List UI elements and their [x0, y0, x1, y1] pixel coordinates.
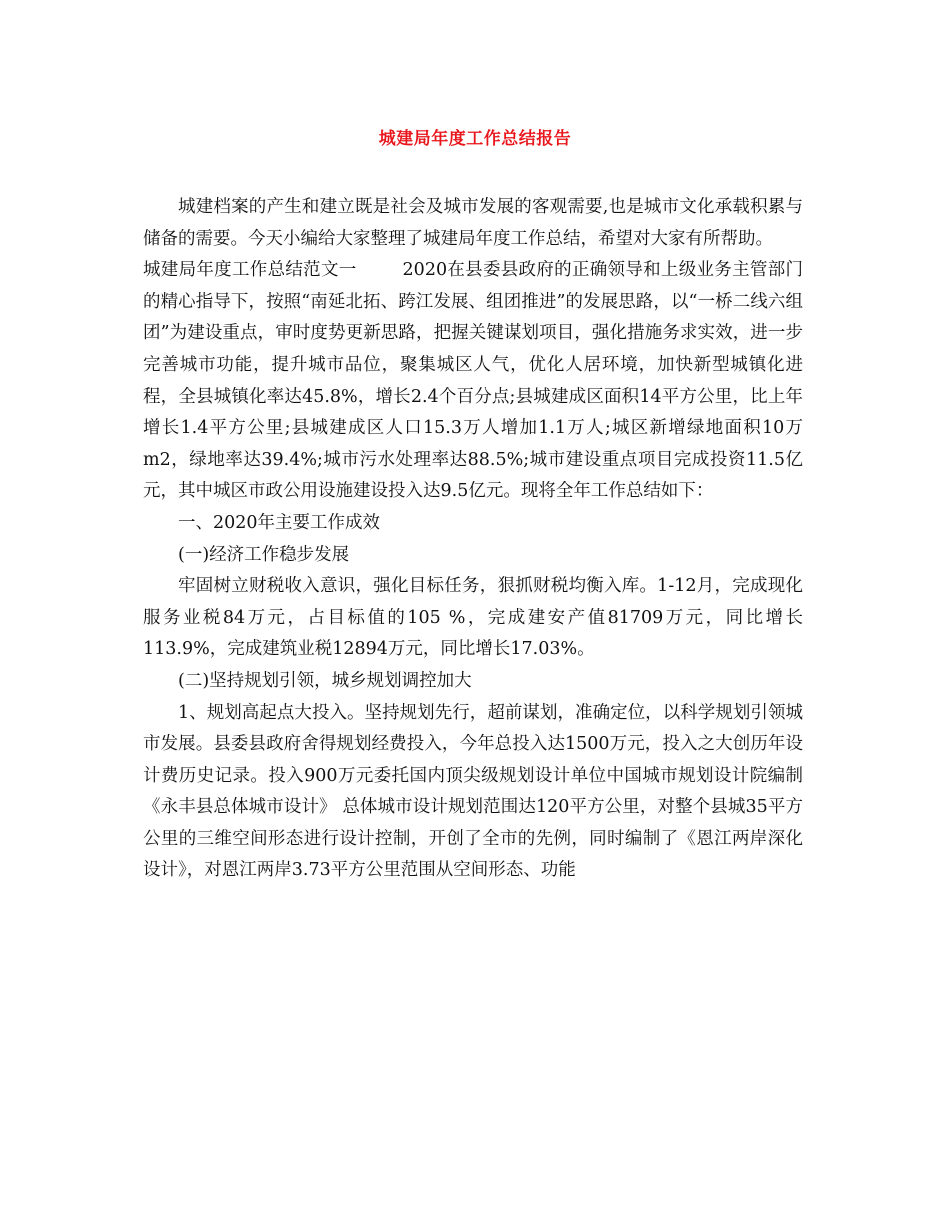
subsection-heading-2: (二)坚持规划引领，城乡规划调控加大 — [178, 670, 472, 691]
paragraph-sample-one — [143, 255, 803, 508]
section-heading-1: 一、2020年主要工作成效 — [178, 512, 381, 533]
sample-heading: 城建局年度工作总结范文一 — [143, 260, 357, 281]
sample-body: 2020在县委县政府的正确领导和上级业务主管部门的精心指导下，按照“南延北拓、跨江发展、组团推进”的发展思路，以“一桥二线六组团”为建设重点，审时度势更新思路，把握关键谋划项目，强化措施务求实效，进一步完善城市功能，提升城市品位，聚集城区人气，优化人居环境，加快新型城镇化进程，全县城镇化率达45.8%，增长2.4个百分点;县城建成区面积14平方公里，比上年增长1.4平方公里;县城建成区人口15.3万人增加1.1万人;城区新增绿地面积10万m2，绿地率达39.4%;城市污水处理率达88.5%;城市建设重点项目完成投资11.5亿元，其中城区市政公用设施建设投入达9.5亿元。现将全年工作总结如下： — [143, 260, 803, 502]
paragraph-planning: 1、规划高起点大投入。坚持规划先行，超前谋划，准确定位，以科学规划引领城市发展。县委县政府舍得规划经费投入，今年总投入达1500万元，投入之大创历年设计费历史记录。投入900万元委托国内顶尖级规划设计单位中国城市规划设计院编制《永丰县总体城市设计》 总体城市设计规划范围达120平方公里，对整个县城35平方公里的三维空间形态进行设计控制，开创了全市的先例，同时编制了《恩江两岸深化设计》，对恩江两岸3.73平方公里范围从空间形态、功能 — [143, 702, 803, 881]
document-body — [143, 192, 803, 887]
subsection-heading-1: (一)经济工作稳步发展 — [178, 544, 350, 565]
document-title: 城建局年度工作总结报告 — [378, 129, 572, 149]
paragraph-economy: 牢固树立财税收入意识，强化目标任务，狠抓财税均衡入库。1-12月，完成现化服务业税84万元，占目标值的105 %，完成建安产值81709万元，同比增长113.9%，完成建筑业税12894万元，同比增长17.03%。 — [143, 576, 803, 660]
paragraph-intro: 城建档案的产生和建立既是社会及城市发展的客观需要,也是城市文化承载积累与储备的需要。今天小编给大家整理了城建局年度工作总结，希望对大家有所帮助。 — [143, 197, 803, 249]
